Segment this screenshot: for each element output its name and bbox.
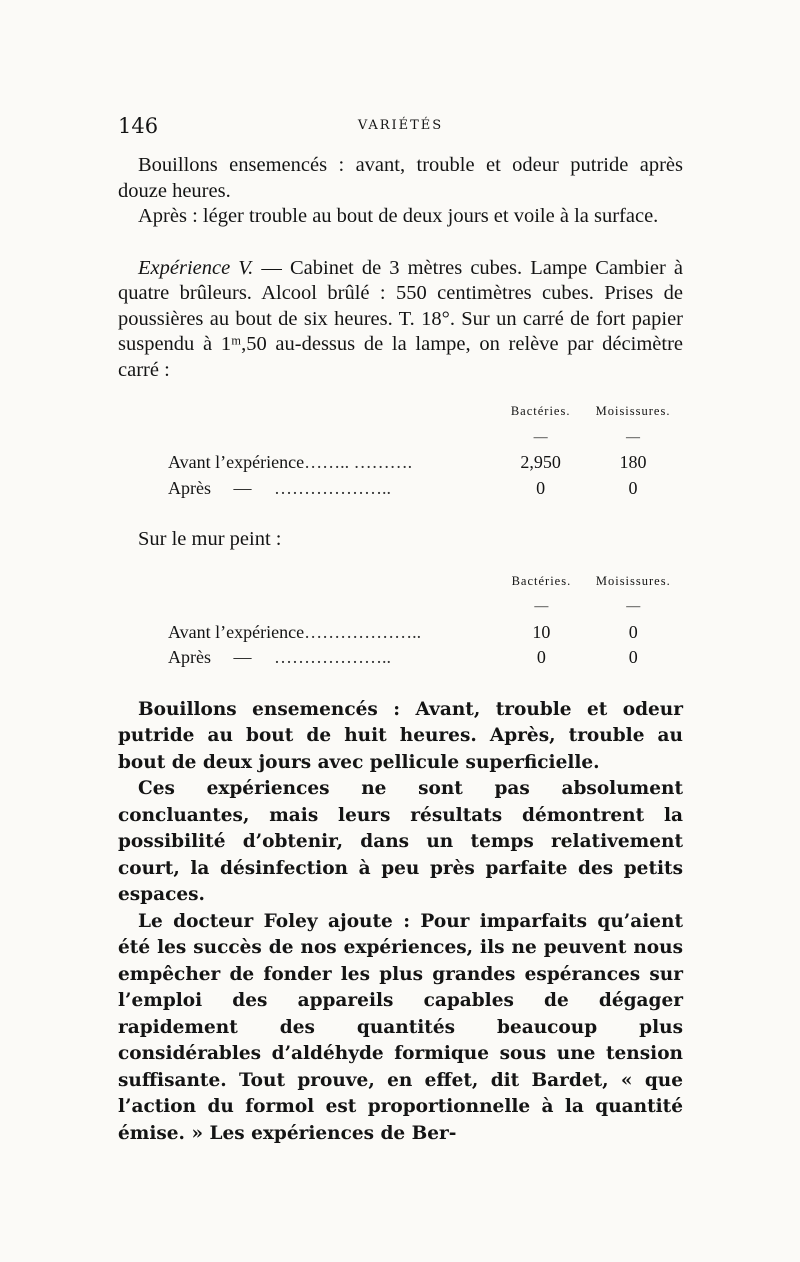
paragraph-experience-v [118, 256, 683, 384]
table-papier [118, 399, 683, 501]
table-row [118, 450, 683, 476]
paragraph-mur-peint: Sur le mur peint : [138, 528, 282, 550]
paragraph-conclusions: Ces expériences ne sont pas absolument concluantes, mais leurs résultats démontrent la possibilité d’obtenir, dans un temps relativement court, la désinfection à peu près parfaite des petits espaces. [118, 778, 683, 905]
value-moisissures: 180 [619, 452, 647, 472]
ditto-mark: — [233, 477, 252, 498]
running-header [118, 112, 683, 142]
col-header-moisissures: Moisissures. [595, 573, 671, 588]
col-header-moisissures: Moisissures. [595, 404, 671, 418]
value-bacteries: 0 [536, 477, 546, 498]
ditto-mark: — [233, 647, 252, 667]
paragraph-bouillons-1: Bouillons ensemencés : avant, trouble et odeur putride après douze heures. [118, 154, 683, 202]
col-dash: — [533, 429, 548, 445]
row-label: Après [168, 647, 211, 667]
row-label: Avant l’expérience [168, 452, 305, 472]
value-bacteries: 10 [532, 621, 551, 642]
page-number: 146 [118, 114, 159, 138]
dot-leader: ……………….. [274, 647, 391, 667]
running-title: VARIÉTÉS [357, 118, 444, 133]
col-header-bacteries: Bactéries. [510, 404, 571, 418]
col-dash: — [626, 599, 641, 614]
experience-label: Expérience V. [138, 256, 254, 279]
col-dash: — [534, 599, 549, 614]
dot-leader: ……………….. [304, 621, 422, 642]
table-row [118, 476, 683, 502]
col-dash: — [626, 429, 641, 445]
value-moisissures: 0 [628, 477, 638, 498]
row-label: Après [168, 477, 211, 498]
col-header-bacteries: Bactéries. [511, 573, 572, 588]
value-moisissures: 0 [628, 647, 638, 667]
value-bacteries: 2,950 [520, 452, 561, 472]
row-label: Avant l’expérience [168, 621, 305, 642]
table-row [118, 620, 683, 646]
dot-leader: …….. ………. [304, 452, 413, 472]
paragraph-bouillons-2: Bouillons ensemencés : Avant, trouble et odeur putride au bout de huit heures. Après, trouble au bout de deux jours avec pellicule superficielle. [118, 698, 683, 773]
experience-text: — Cabinet de 3 mètres cubes. Lampe Cambier à quatre brûleurs. Alcool brûlé : 550 centimètres cubes. Prises de poussières au bout de six heures. T. 18°. Sur un carré de fort papier suspendu à 1ᵐ,50 au-dessus de la lampe, on relève par décimètre carré : [118, 256, 683, 381]
dot-leader: ……………….. [274, 477, 391, 498]
value-moisissures: 0 [628, 621, 638, 642]
table-mur [118, 569, 683, 671]
table-row [118, 645, 683, 671]
paragraph-foley: Le docteur Foley ajoute : Pour imparfaits qu’aient été les succès de nos expériences, ils ne peuvent nous empêcher de fonder les plus grandes espérances sur l’emploi des appareils capables de dégager rapidement des quantités beaucoup plus considérables d’aldéhyde formique sous une tension suffisante. Tout prouve, en effet, dit Bardet, « que l’action du formol est proportionnelle à la quantité émise. » Les expériences de Ber- [118, 910, 683, 1144]
paragraph-apres: Après : léger trouble au bout de deux jours et voile à la surface. [138, 205, 659, 227]
value-bacteries: 0 [536, 647, 546, 667]
page-body [118, 153, 683, 1147]
